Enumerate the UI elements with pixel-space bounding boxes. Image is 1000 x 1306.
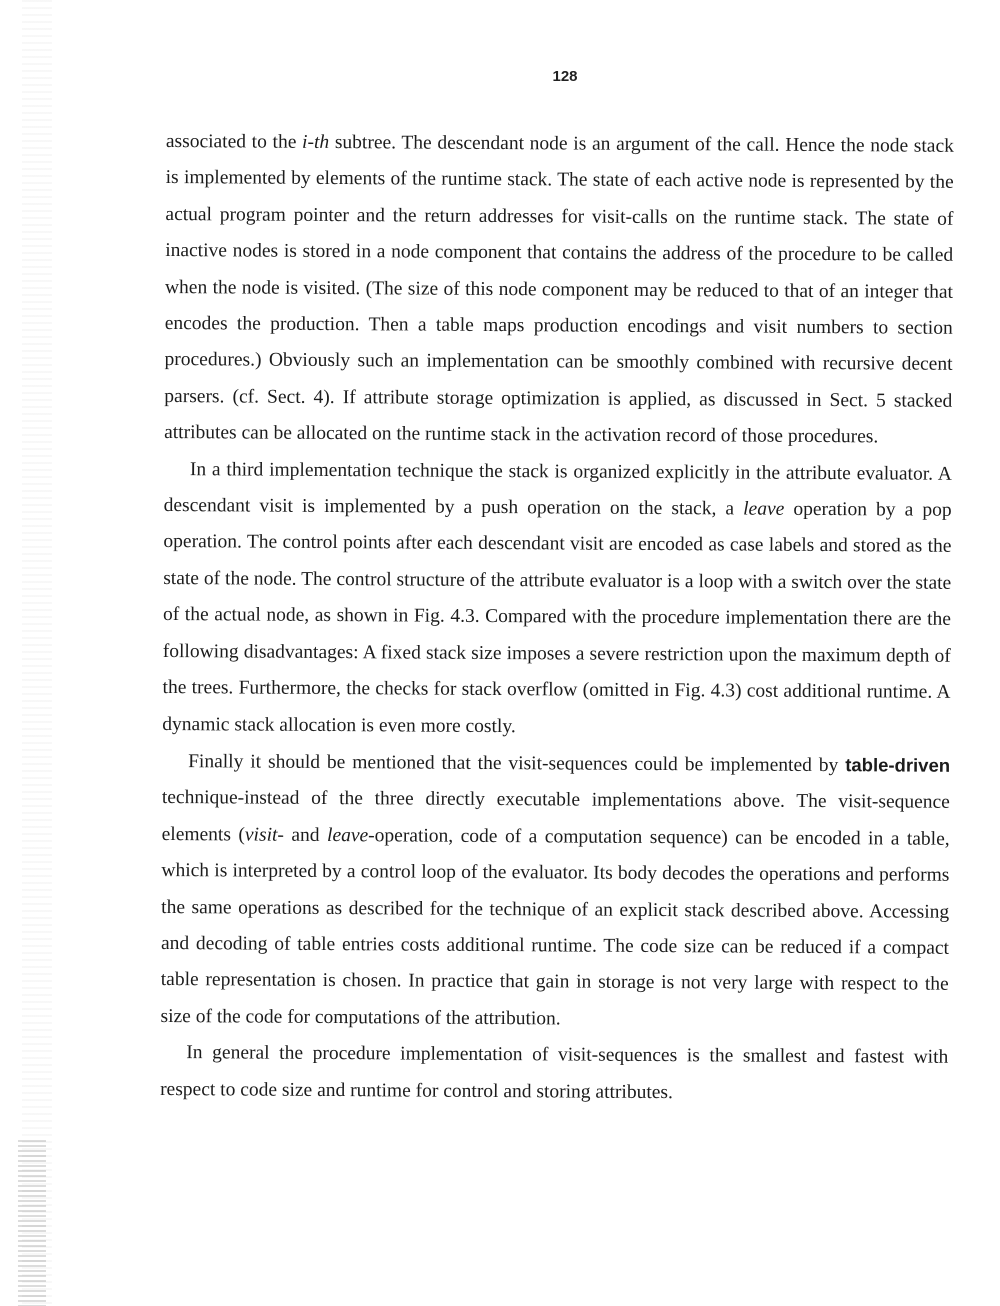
body-text (160, 124, 954, 1113)
page-number: 128 (552, 68, 578, 85)
italic-term: visit- (244, 824, 285, 846)
italic-term: leave (327, 824, 369, 846)
italic-term: leave (743, 498, 785, 520)
paragraph-4 (160, 1035, 948, 1113)
paragraph-3 (160, 743, 950, 1040)
text-segment: associated to the (165, 130, 303, 153)
text-segment: and (283, 824, 328, 846)
paragraph-1 (164, 124, 954, 456)
bold-term: table-driven (845, 754, 951, 776)
text-segment: In general the procedure implementation of visit-sequences is the smallest and fastest with respect to code size and runtime for control and storing attributes. (160, 1042, 949, 1103)
text-segment: -operation, code of a computation sequence) can be encoded in a table, which is interpreted by a control loop of the evaluator. Its body decodes the operations and performs the same operations as described for the technique of an explicit stack described above. Accessing and decoding of table entries costs additional runtime. The code size can be reduced if a compact table representation is chosen. In practice that gain in storage is not very large with respect to the size of the code for computations of the attribution. (160, 824, 950, 1030)
scan-edge-artifact-bottom (18, 1140, 46, 1306)
text-segment: technique-instead of the three directly executable implementations above. The visit-sequence elements ( (161, 787, 950, 846)
text-segment: Finally it should be mentioned that the visit-sequences could be implemented by (188, 751, 846, 777)
italic-term: i-th (302, 131, 330, 153)
scan-edge-artifact (22, 0, 52, 1306)
text-segment: subtree. The descendant node is an argument of the call. Hence the node stack is implemented by elements of the runtime stack. The state of each active node is represented by the actual program pointer and the return addresses for visit-calls on the runtime stack. The state of inactive nodes is stored in a node component that contains the address of the procedure to be called when the node is visited. (The size of this node component may be reduced to that of an integer that encodes the production. Then a table maps production encodings and visit numbers to section procedures.) Obviously such an implementation can be smoothly combined with recursive decent parsers. (cf. Sect. 4). If attribute storage optimization is applied, as discussed in Sect. 5 stacked attributes can be allocated on the runtime stack in the activation record of those procedures. (164, 131, 954, 448)
text-segment: operation by a pop operation. The control points after each descendant visit are encoded as case labels and stored as the state of the node. The control structure of the attribute evaluator is a loop with a switch over the state of the actual node, as shown in Fig. 4.3. Compared with the procedure implementation there are the following disadvantages: A fixed stack size imposes a severe restriction upon the maximum depth of the trees. Furthermore, the checks for stack overflow (omitted in Fig. 4.3) cost additional runtime. A dynamic stack allocation is even more costly. (162, 498, 952, 737)
paragraph-2 (162, 452, 952, 748)
text-segment: In a third implementation technique the stack is organized explicitly in the attribute evaluator. A descendant visit is implemented by a push operation on the stack, a (163, 458, 952, 520)
